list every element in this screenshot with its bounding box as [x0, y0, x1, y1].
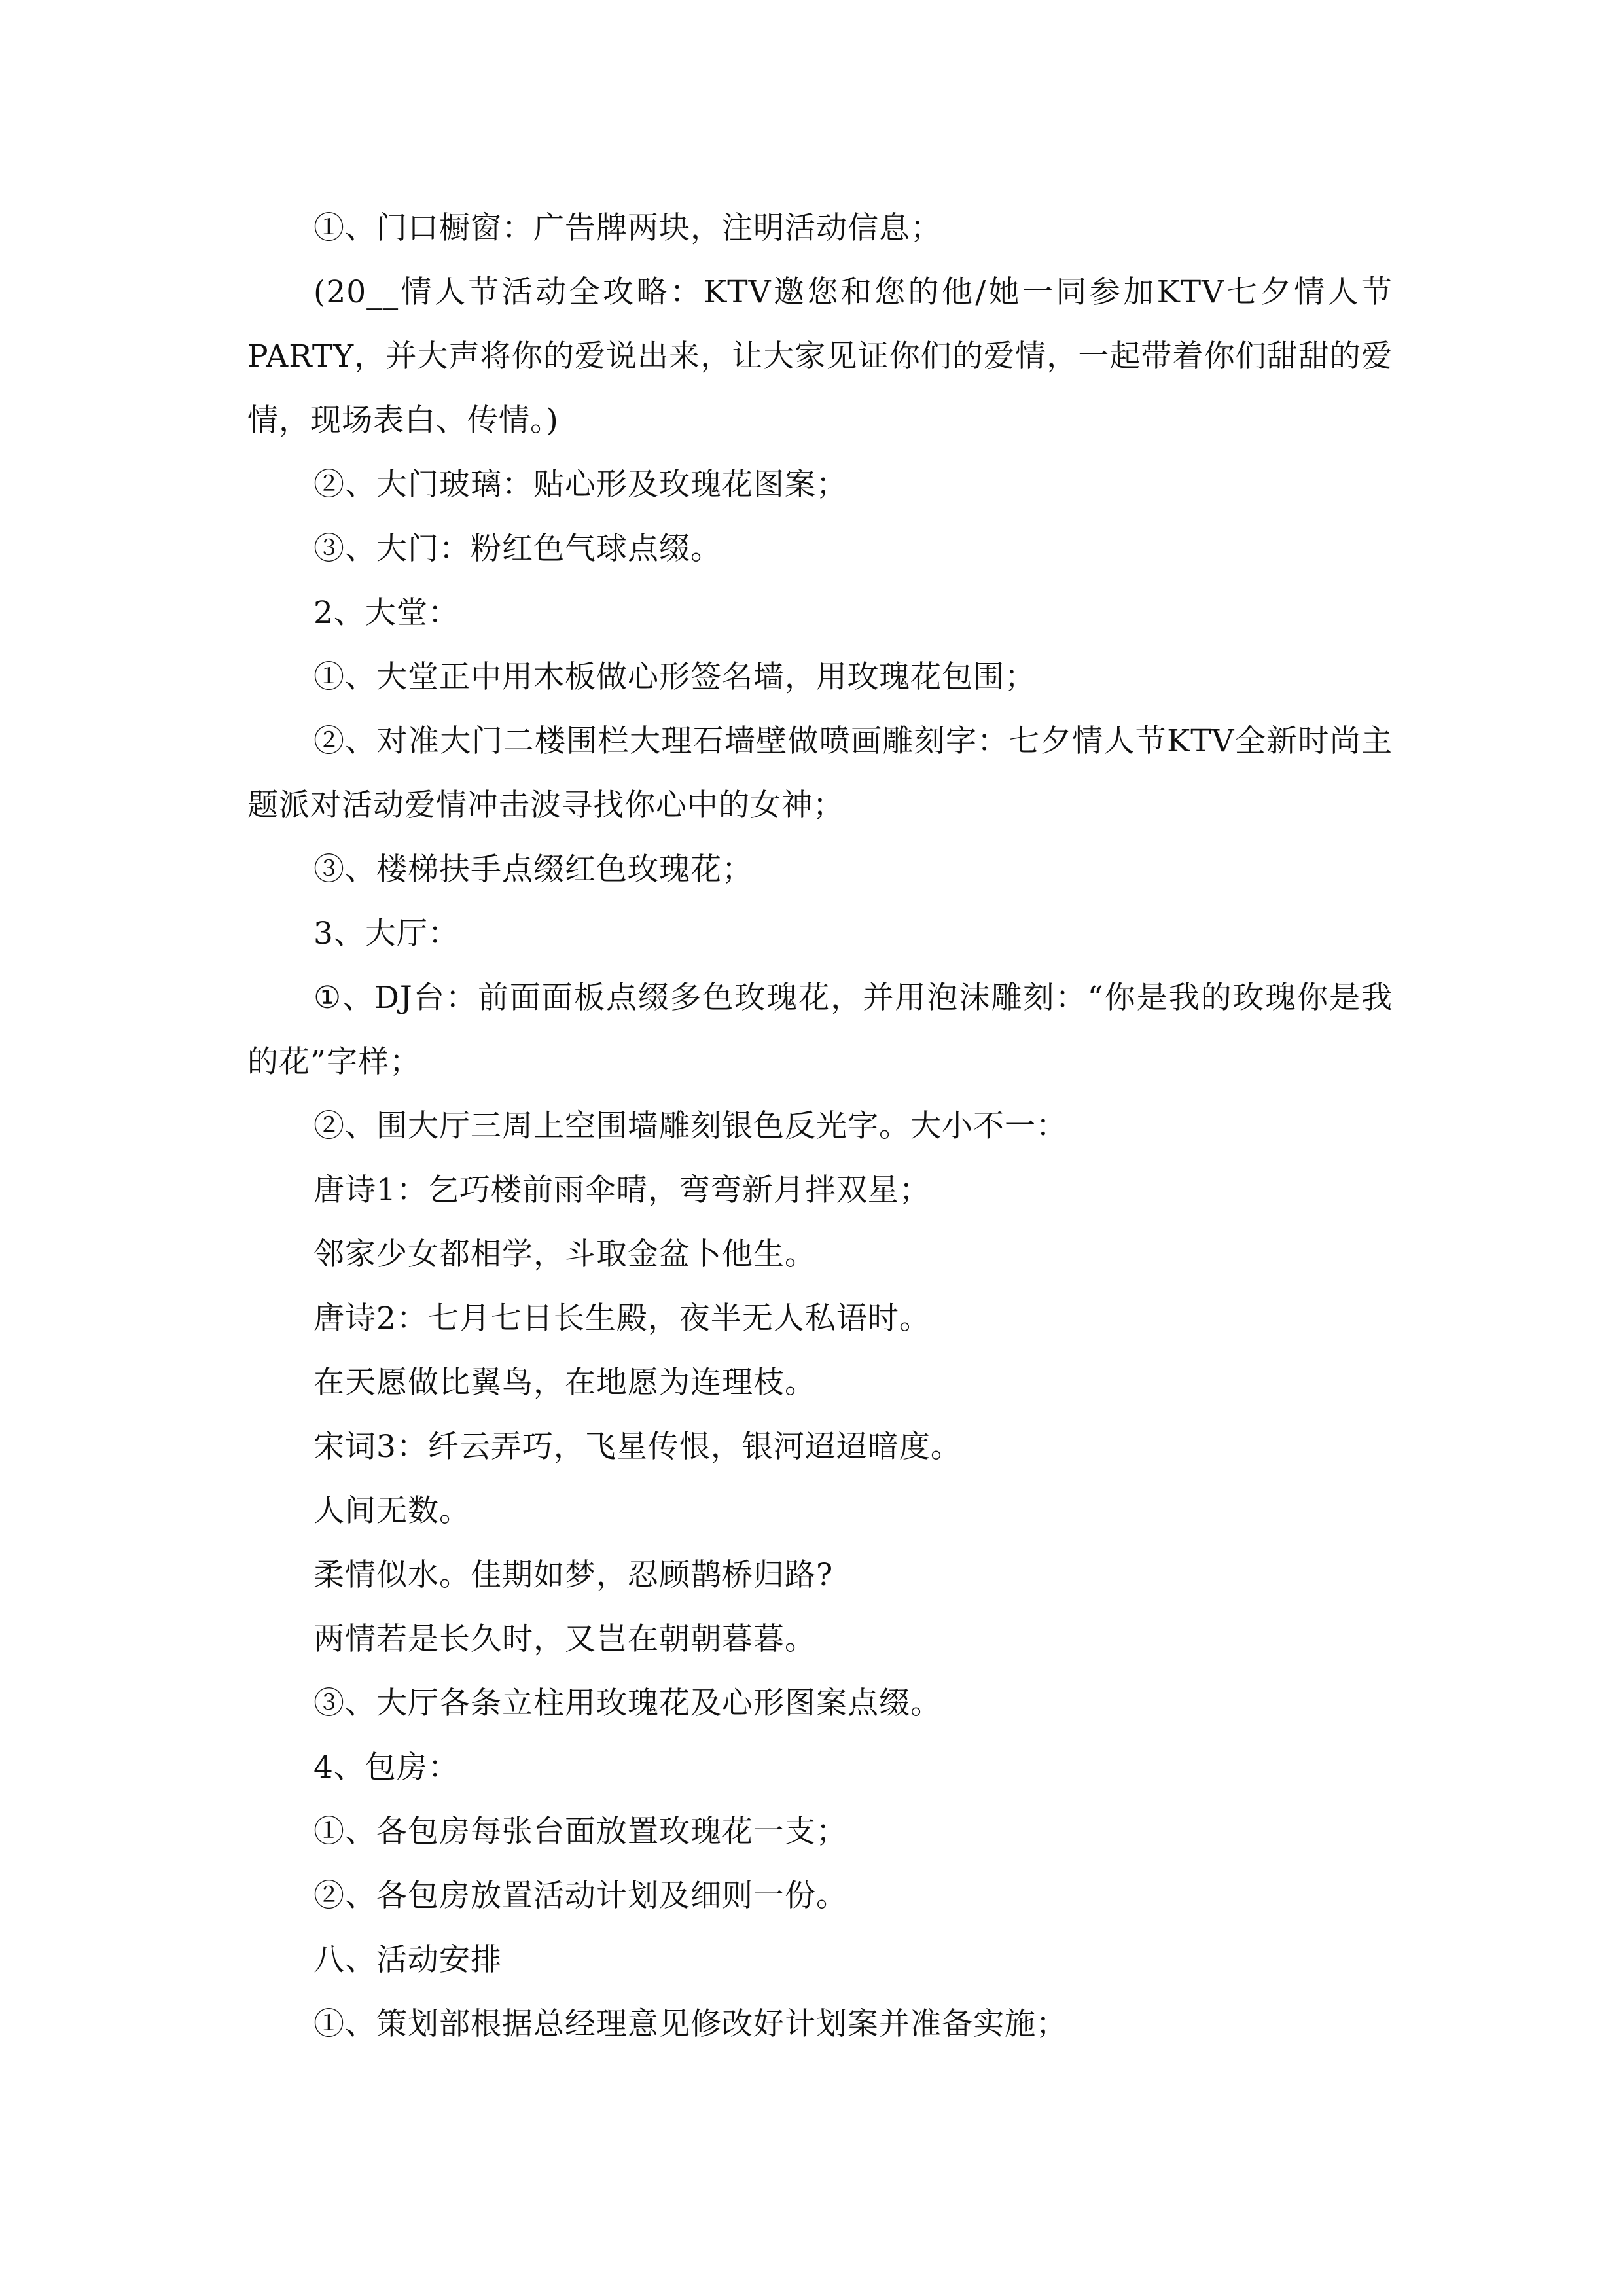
section-heading: 4、包房：: [313, 1749, 459, 1785]
poem-line: 柔情似水。佳期如梦，忍顾鹊桥归路?: [313, 1557, 834, 1593]
list-item: ①、各包房每张台面放置玫瑰花一支；: [313, 1814, 847, 1850]
poem-line: 人间无数。: [313, 1493, 471, 1529]
section-heading: 八、活动安排: [313, 1942, 502, 1978]
poem-line: 邻家少女都相学，斗取金盆卜他生。: [313, 1236, 816, 1272]
list-item: ②、大门玻璃：贴心形及玫瑰花图案；: [313, 467, 847, 503]
paragraph: ②、对准大门二楼围栏大理石墙壁做喷画雕刻字：七夕情人节KTV全新时尚主题派对活动爱情冲击波寻找你心中的女神；: [247, 723, 1393, 823]
list-item: ①、大堂正中用木板做心形签名墙，用玫瑰花包围；: [313, 659, 1036, 695]
list-item: ①、门口橱窗：广告牌两块，注明活动信息；: [313, 210, 942, 246]
list-item: ③、大厅各条立柱用玫瑰花及心形图案点缀。: [313, 1685, 942, 1721]
list-item: ②、围大厅三周上空围墙雕刻银色反光字。大小不一：: [313, 1108, 1067, 1144]
list-item: ①、策划部根据总经理意见修改好计划案并准备实施；: [313, 2006, 1067, 2042]
paragraph: ①、DJ台：前面面板点缀多色玫瑰花，并用泡沫雕刻：“你是我的玫瑰你是我的花”字样；: [247, 980, 1393, 1080]
list-item: ③、大门：粉红色气球点缀。: [313, 531, 722, 567]
paragraph: (20__情人节活动全攻略：KTV邀您和您的他/她一同参加KTV七夕情人节PARTY，并大声将你的爱说出来，让大家见证你们的爱情，一起带着你们甜甜的爱情，现场表白、传情。): [247, 274, 1393, 439]
poem-line: 唐诗1：乞巧楼前雨伞晴，弯弯新月拌双星；: [313, 1172, 931, 1208]
list-item: ③、楼梯扶手点缀红色玫瑰花；: [313, 852, 753, 888]
poem-line: 唐诗2：七月七日长生殿，夜半无人私语时。: [313, 1300, 931, 1336]
list-item: ②、各包房放置活动计划及细则一份。: [313, 1878, 847, 1914]
section-heading: 3、大厅：: [313, 916, 459, 952]
poem-line: 两情若是长久时，又岂在朝朝暮暮。: [313, 1621, 816, 1657]
section-heading: 2、大堂：: [313, 595, 459, 631]
document-body: [247, 196, 1393, 2056]
poem-line: 在天愿做比翼鸟，在地愿为连理枝。: [313, 1365, 816, 1401]
poem-line: 宋词3：纤云弄巧，飞星传恨，银河迢迢暗度。: [313, 1429, 962, 1465]
